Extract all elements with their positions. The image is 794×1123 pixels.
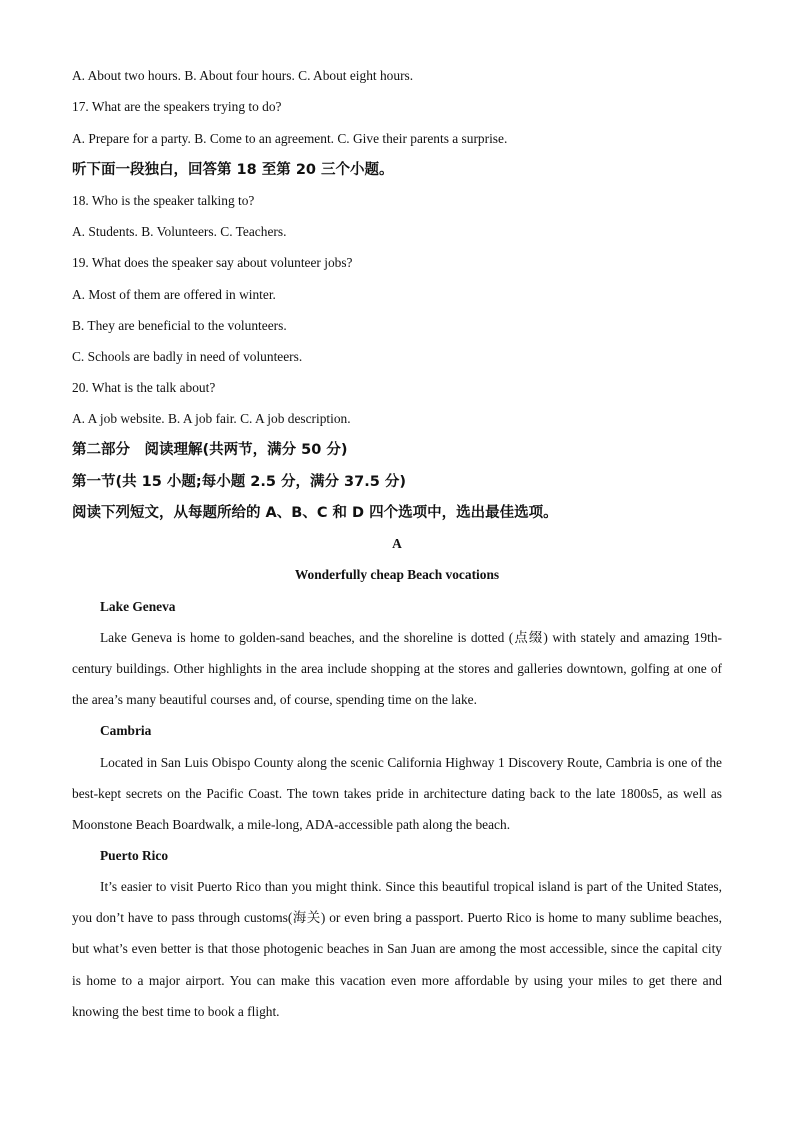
- answer-options-17: A. Prepare for a party. B. Come to an agreement. C. Give their parents a surprise.: [72, 131, 508, 146]
- answer-options-20: A. A job website. B. A job fair. C. A job description.: [72, 411, 351, 426]
- reading-instruction: 阅读下列短文，从每题所给的 A、B、C 和 D 四个选项中，选出最佳选项。: [72, 505, 558, 521]
- question-19: 19. What does the speaker say about volunteer jobs?: [72, 255, 353, 270]
- passage-letter: A: [392, 536, 402, 551]
- answer-options-16: A. About two hours. B. About four hours. C. About eight hours.: [72, 68, 414, 83]
- section-text-lake-geneva: Lake Geneva is home to golden-sand beaches, and the shoreline is dotted (点缀) with stately and amazing 19th-century buildings. Other highlights in the area include shopping at the stores and galleries downtown, golfing at one of the area’s many beautiful courses and, of course, spending time on the lake.: [72, 630, 722, 708]
- answer-option-19b: B. They are beneficial to the volunteers.: [72, 318, 287, 333]
- question-17: 17. What are the speakers trying to do?: [72, 99, 282, 114]
- section-text-cambria: Located in San Luis Obispo County along the scenic California Highway 1 Discovery Route, Cambria is one of the best-kept secrets on the Pacific Coast. The town takes pride in architecture dating back to the late 1800s5, as well as Moonstone Beach Boardwalk, a mile-long, ADA-accessible path along the beach.: [72, 755, 722, 833]
- section-heading-cambria: Cambria: [100, 723, 152, 738]
- question-20: 20. What is the talk about?: [72, 380, 216, 395]
- section-one-heading: 第一节(共 15 小题;每小题 2.5 分，满分 37.5 分): [72, 474, 406, 490]
- section-heading-puerto-rico: Puerto Rico: [100, 848, 169, 863]
- answer-option-19a: A. Most of them are offered in winter.: [72, 287, 276, 302]
- passage-title: Wonderfully cheap Beach vocations: [294, 567, 500, 582]
- listening-instruction: 听下面一段独白，回答第 18 至第 20 三个小题。: [72, 162, 394, 178]
- answer-options-18: A. Students. B. Volunteers. C. Teachers.: [72, 224, 287, 239]
- question-18: 18. Who is the speaker talking to?: [72, 193, 255, 208]
- answer-option-19c: C. Schools are badly in need of volunteers.: [72, 349, 303, 364]
- section-text-puerto-rico: It’s easier to visit Puerto Rico than you might think. Since this beautiful tropical island is part of the United States, you don’t have to pass through customs(海关) or even bring a passport. Puerto Rico is home to many sublime beaches, but what’s even better is that those photogenic beaches in San Juan are among the most accessible, since the capital city is home to a major airport. You can make this vacation even more affordable by using your miles to get there and knowing the best time to book a flight.: [72, 879, 722, 1019]
- part-two-heading: 第二部分 阅读理解(共两节，满分 50 分): [72, 442, 348, 458]
- section-heading-lake-geneva: Lake Geneva: [100, 599, 176, 614]
